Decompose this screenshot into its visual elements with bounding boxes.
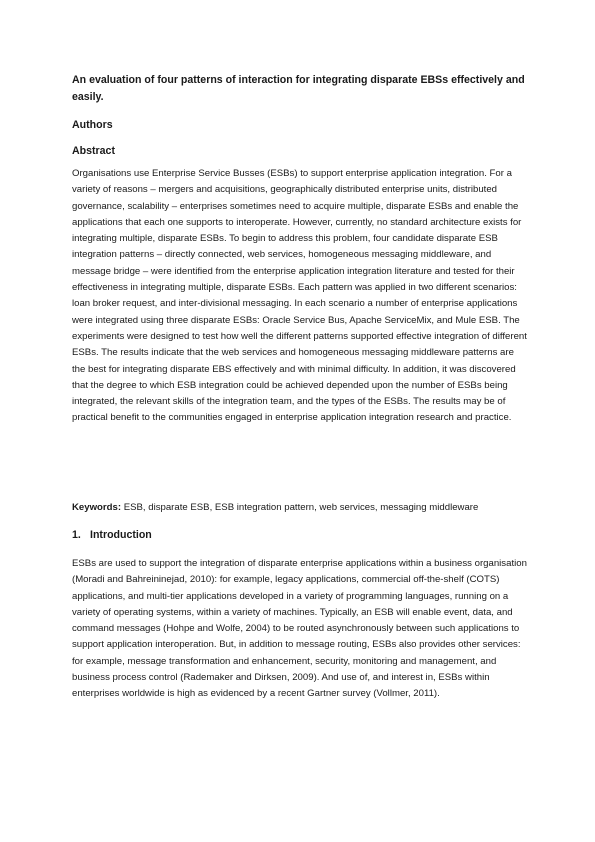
section-number: 1. <box>72 529 81 541</box>
abstract-paragraph: Organisations use Enterprise Service Busses (ESBs) to support enterprise application integration. For a variety of reasons – mergers and acquisitions, geographically distributed enterprise units, distributed governance, scalability – enterprises sometimes need to acquire multiple, disparate ESBs and enable the applications that each one supports to interoperate. However, currently, no standard architecture exists for integrating multiple, disparate ESBs. To begin to address this problem, four candidate disparate ESB integration patterns – directly connected, web services, homogeneous messaging middleware, and message bridge – were identified from the enterprise application integration literature and tested for their effectiveness in integrating multiple, disparate ESBs. Each pattern was applied in two different scenarios: loan broker request, and inter-divisional messaging. In each scenario a number of enterprise applications were integrated using three disparate ESBs: Oracle Service Bus, Apache ServiceMix, and Mule ESB. The experiments were designed to test how well the different patterns supported effective integration of different ESBs. The results indicate that the web services and homogeneous messaging middleware patterns are the best for integrating disparate EBS effectively and with minimal difficulty. In addition, it was discovered that the degree to which ESB integration could be achieved depended upon the number of ESBs being integrated, the relevant skills of the integration team, and the types of the ESBs. The results may be of practical benefit to the communities engaged in enterprise application integration research and practice. <box>72 168 527 424</box>
paper-title: An evaluation of four patterns of interaction for integrating disparate EBSs effectively and easily. <box>72 74 525 103</box>
section-heading-introduction <box>72 528 152 542</box>
introduction-paragraph: ESBs are used to support the integration of disparate enterprise applications within a business organisation (Moradi and Bahreininejad, 2010): for example, legacy applications, commercial off-the-shelf (COTS) applications, and multi-tier applications developed in a variety of programming languages, running on a variety of operating systems, within a variety of machines. Typically, an ESB will enable event, data, and command messages (Hohpe and Wolfe, 2004) to be routed asynchronously between such applications to support application interoperation. But, in addition to message routing, ESBs also provides other services: for example, message transformation and enhancement, security, monitoring and management, and business process control (Rademaker and Dirksen, 2009). And use of, and interest in, ESBs within enterprises worldwide is high as evidenced by a recent Gartner survey (Vollmer, 2011). <box>72 558 527 700</box>
abstract-heading: Abstract <box>72 145 115 157</box>
section-title: Introduction <box>90 529 152 541</box>
keywords-label: Keywords: <box>72 502 122 513</box>
keywords-text: ESB, disparate ESB, ESB integration pattern, web services, messaging middleware <box>121 502 479 513</box>
keywords-line <box>72 501 542 515</box>
authors-heading: Authors <box>72 119 113 131</box>
